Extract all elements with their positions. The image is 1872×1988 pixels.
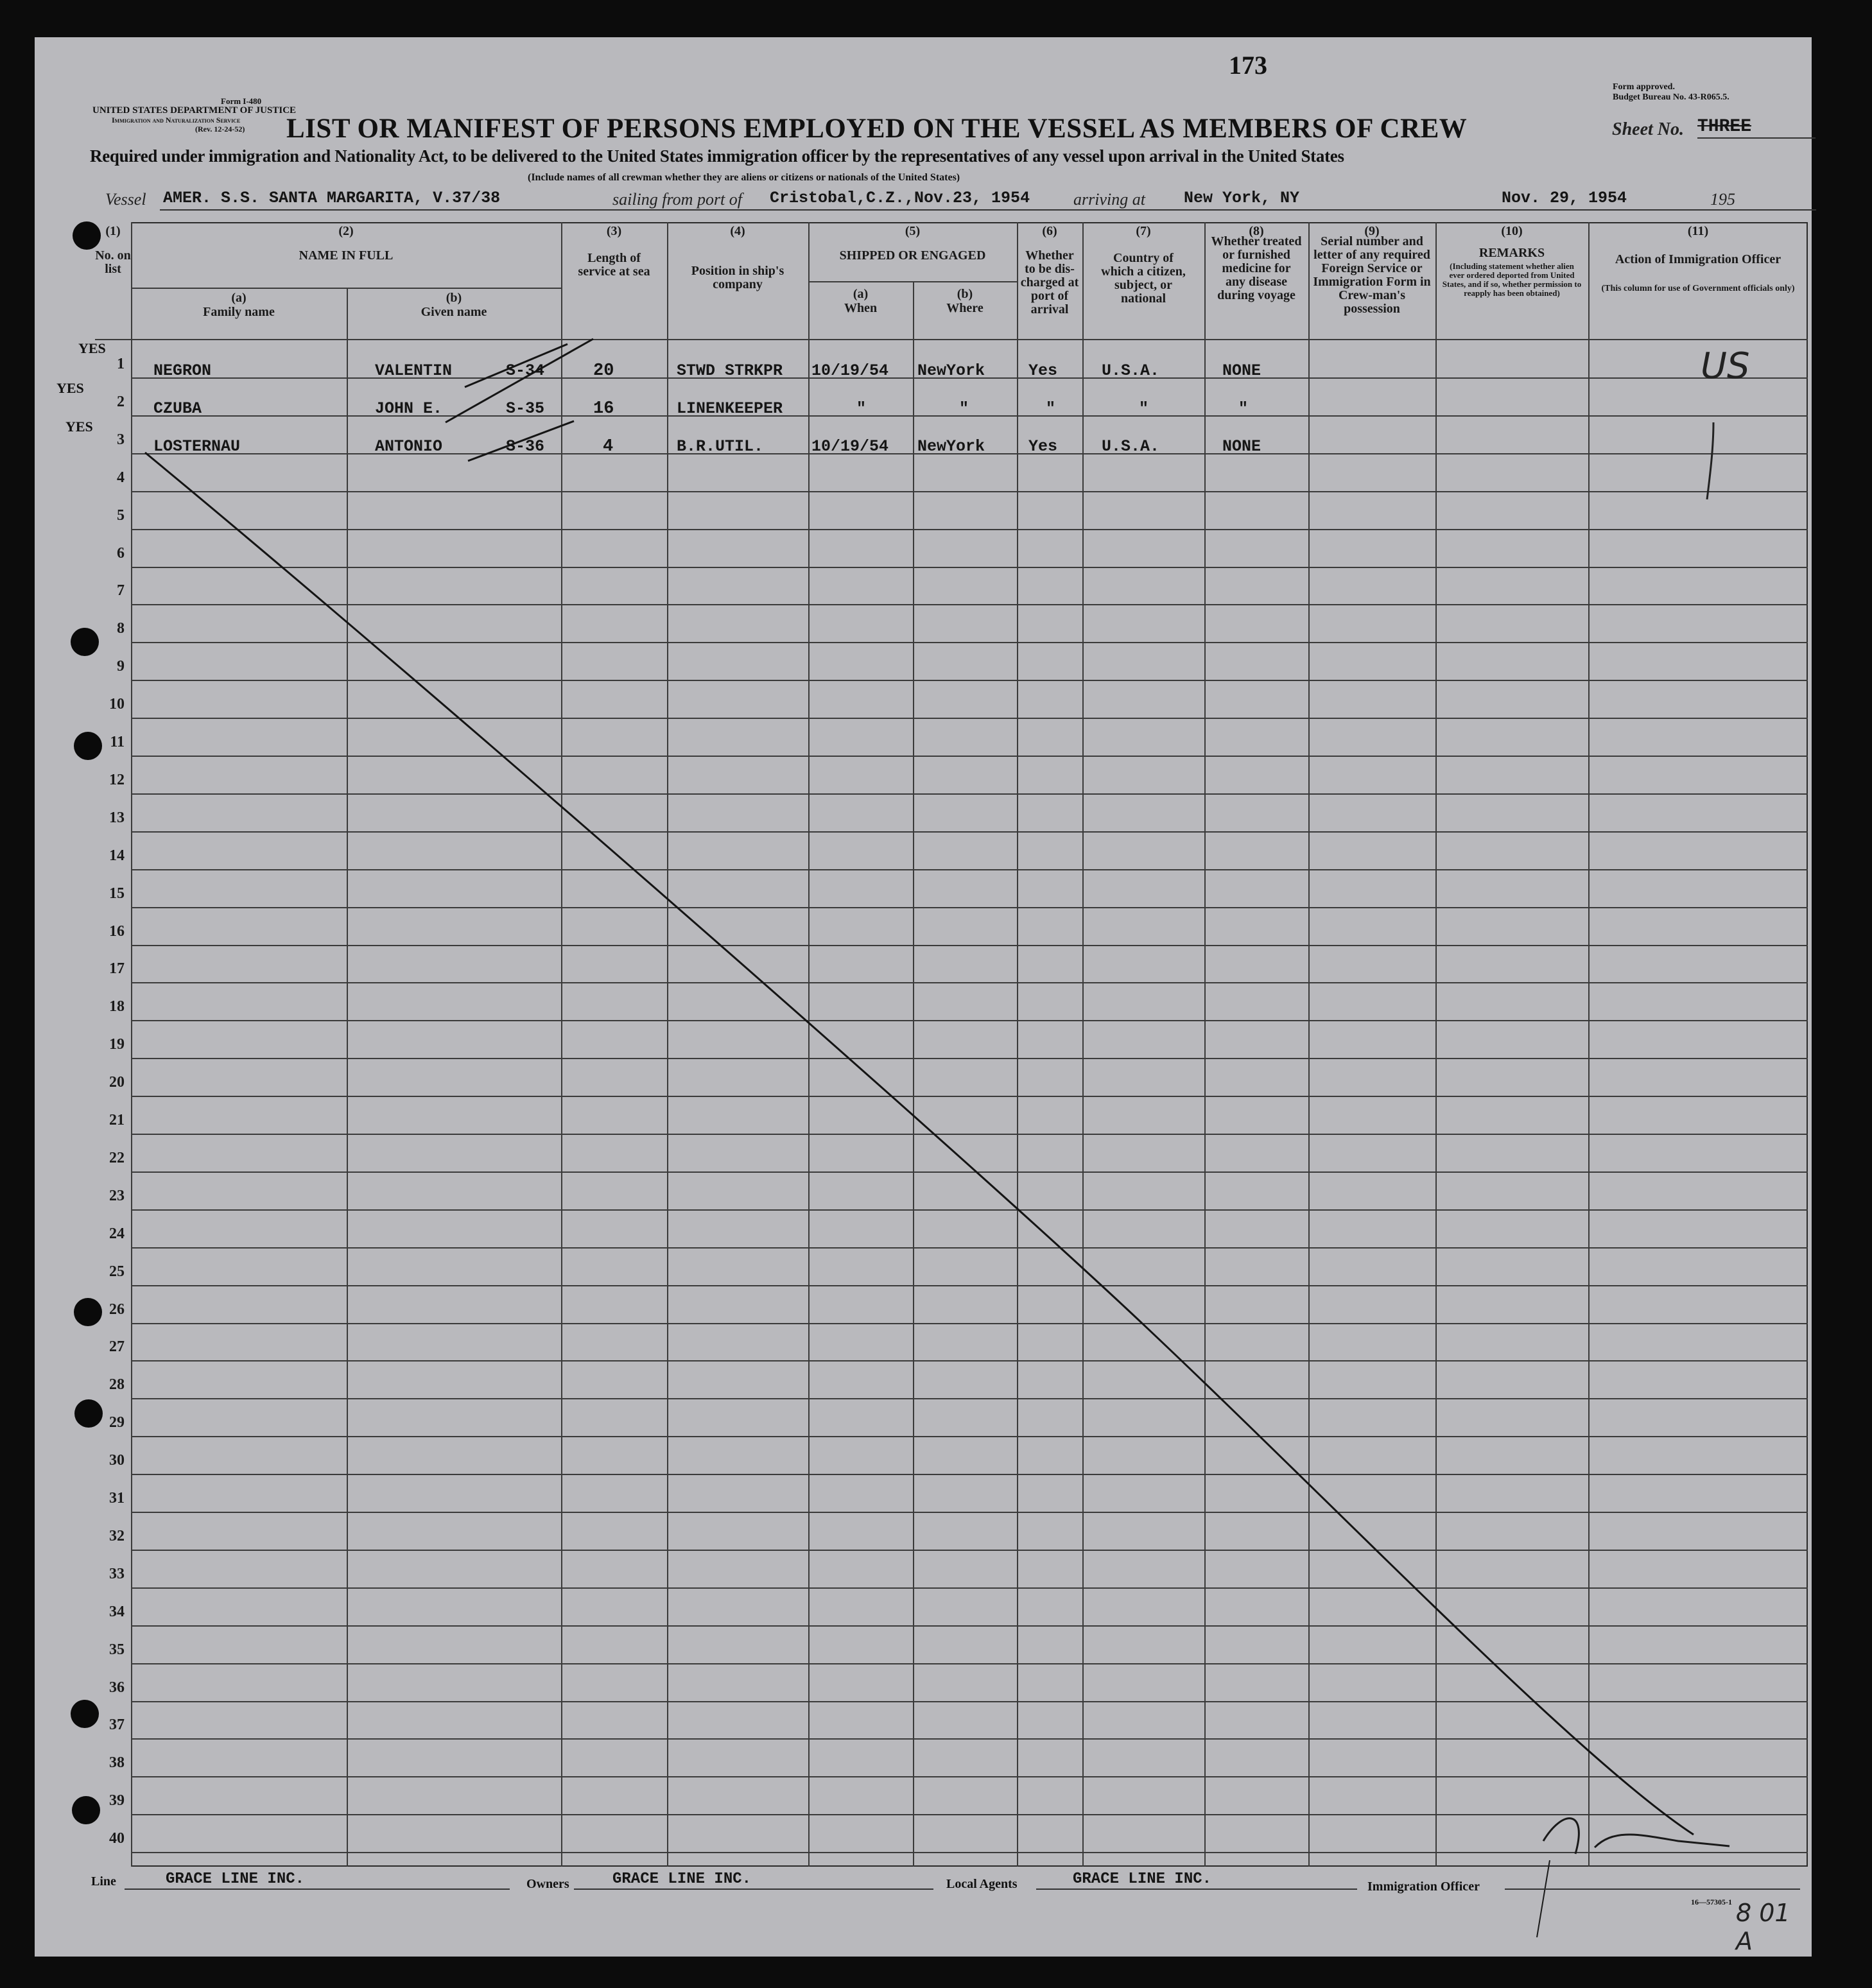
row-number: 33 — [109, 1565, 125, 1582]
manifest-sheet — [35, 37, 1812, 1957]
row-number: 14 — [109, 847, 125, 864]
shipped-where: NewYork — [917, 437, 985, 456]
col8-header: Whether treated or furnished medicine for any disease during voyage — [1211, 234, 1302, 302]
vessel-label: Vessel — [105, 190, 146, 209]
arrival-port: New York, NY — [1184, 189, 1300, 207]
print-code: 16—57305-1 — [1691, 1897, 1732, 1906]
col4-number: (4) — [730, 224, 745, 238]
crew-serial: S-35 — [506, 399, 545, 418]
medicine: NONE — [1222, 361, 1261, 380]
given-name: ANTONIO — [375, 437, 443, 456]
row-number: 21 — [109, 1112, 125, 1128]
line-value: GRACE LINE INC. — [166, 1871, 305, 1888]
col2b-header: Given name — [420, 305, 487, 319]
revision: (Rev. 12-24-52) — [195, 125, 245, 134]
row-number: 25 — [109, 1263, 125, 1280]
row-number: 24 — [109, 1225, 125, 1242]
page-number: 173 — [1229, 51, 1267, 80]
signature-tail — [1537, 1860, 1550, 1937]
crew-serial: S-34 — [506, 361, 545, 380]
row-number: 2 — [117, 393, 125, 410]
row-number: 11 — [110, 734, 125, 750]
punch-hole — [71, 1700, 99, 1728]
row-number: 36 — [109, 1679, 125, 1696]
officer-label: Immigration Officer — [1367, 1880, 1480, 1894]
signature-mark — [1543, 1819, 1729, 1854]
given-name: VALENTIN — [375, 361, 453, 380]
agents-value: GRACE LINE INC. — [1073, 1871, 1212, 1888]
row-number: 39 — [109, 1792, 125, 1810]
vessel-name: AMER. S.S. SANTA MARGARITA, V.37/38 — [163, 189, 501, 207]
us-annotation: US — [1701, 345, 1750, 387]
col8-number: (8) — [1249, 224, 1264, 238]
row-number: 35 — [109, 1641, 125, 1658]
sailing-label: sailing from port of — [612, 190, 743, 209]
footer-rule — [125, 1889, 510, 1890]
discharged: " — [1046, 399, 1056, 418]
row-number: 34 — [109, 1603, 125, 1620]
col10-header: REMARKS — [1478, 246, 1545, 260]
given-name: JOHN E. — [375, 399, 443, 418]
medicine: NONE — [1222, 437, 1261, 456]
col10-subheader: (Including statement whether alien ever ordered deported from United States, and if so, whether permission to reapply has been obtained) — [1442, 261, 1582, 298]
row-number: 6 — [117, 544, 125, 562]
shipped-where: NewYork — [917, 361, 985, 380]
country: U.S.A. — [1102, 437, 1160, 456]
row-number: 18 — [109, 998, 125, 1016]
row-number: 3 — [117, 431, 125, 448]
row-number: 38 — [109, 1754, 125, 1772]
agents-label: Local Agents — [946, 1877, 1018, 1891]
sailing-port: Cristobal,C.Z.,Nov.23, 1954 — [770, 189, 1030, 207]
row-number: 28 — [109, 1376, 125, 1394]
row-number: 13 — [109, 809, 125, 826]
country: " — [1139, 399, 1149, 418]
col11-header: Action of Immigration Officer — [1615, 252, 1781, 266]
row-number: 17 — [109, 960, 125, 978]
discharged: Yes — [1028, 437, 1058, 456]
col6-header: Whether to be dis-charged at port of arrival — [1020, 248, 1079, 316]
owners-value: GRACE LINE INC. — [612, 1871, 752, 1888]
crew-serial: S-36 — [506, 437, 545, 456]
col2-header: NAME IN FULL — [299, 248, 394, 263]
owners-label: Owners — [526, 1877, 569, 1891]
form-title: LIST OR MANIFEST OF PERSONS EMPLOYED ON THE VESSEL AS MEMBERS OF CREW — [286, 114, 1468, 144]
punch-hole — [74, 1399, 103, 1428]
row-number: 31 — [109, 1490, 125, 1507]
shipped-when: " — [856, 399, 867, 418]
col7-header: Country of which a citizen, subject, or national — [1101, 251, 1186, 306]
shipped-where: " — [959, 399, 969, 418]
margin-mark: YES — [65, 419, 93, 435]
sheet-label: Sheet No. — [1612, 119, 1684, 139]
position: B.R.UTIL. — [677, 437, 764, 456]
country: U.S.A. — [1102, 361, 1160, 380]
col5-header: SHIPPED OR ENGAGED — [839, 248, 986, 263]
sheet-number: THREE — [1697, 117, 1752, 137]
department: UNITED STATES DEPARTMENT OF JUSTICE — [92, 105, 297, 116]
row-number: 10 — [109, 696, 125, 713]
service-length: 4 — [603, 437, 614, 456]
margin-mark: YES — [56, 380, 84, 396]
col11-subheader: (This column for use of Government officials only) — [1601, 284, 1795, 293]
family-name: LOSTERNAU — [153, 437, 241, 456]
discharged: Yes — [1028, 361, 1058, 380]
row-number: 23 — [109, 1187, 125, 1204]
cancel-diagonal — [145, 453, 1694, 1835]
row-number: 30 — [109, 1452, 125, 1469]
position: LINENKEEPER — [677, 399, 783, 418]
row-number: 7 — [117, 582, 125, 600]
handwritten-marks — [35, 37, 1812, 1957]
row-number: 12 — [109, 771, 125, 788]
col6-number: (6) — [1042, 224, 1057, 238]
row-number: 1 — [117, 356, 125, 372]
row-number: 40 — [109, 1830, 125, 1847]
col5-number: (5) — [905, 224, 921, 238]
service: Immigration and Naturalization Service — [112, 116, 241, 125]
family-name: CZUBA — [153, 399, 202, 418]
footer-rule — [1505, 1889, 1800, 1890]
form-subtitle: Required under immigration and Nationality Act, to be delivered to the United States immigration officer by the representatives of any vessel upon arrival in the United States — [90, 146, 1344, 166]
row-number: 27 — [109, 1338, 125, 1356]
col5a-number: (a) — [853, 287, 869, 301]
col9-number: (9) — [1364, 224, 1380, 238]
shipped-when: 10/19/54 — [811, 361, 889, 380]
row-number: 26 — [109, 1301, 125, 1318]
col4-header: Position in ship's company — [691, 264, 784, 291]
col11-number: (11) — [1687, 224, 1709, 238]
check-stroke — [468, 421, 574, 461]
col2b-number: (b) — [446, 291, 462, 305]
punch-hole — [74, 732, 102, 760]
col2a-number: (a) — [231, 291, 247, 305]
punch-hole — [74, 1298, 102, 1326]
row-number: 15 — [109, 885, 125, 902]
col1-number: (1) — [105, 224, 121, 238]
row-number: 9 — [117, 658, 125, 675]
position: STWD STRKPR — [677, 361, 783, 380]
row-number: 20 — [109, 1074, 125, 1091]
archive-stamp: 8 01 A — [1736, 1899, 1790, 1955]
col9-header: Serial number and letter of any required Foreign Service or Immigration Form in Crew-man's possession — [1313, 234, 1431, 316]
form-approved: Form approved. — [1613, 82, 1675, 92]
us-annotation-mark — [1707, 422, 1713, 499]
col3-header: Length of service at sea — [578, 251, 650, 279]
col1-header: No. on list — [95, 248, 131, 276]
arriving-label: arriving at — [1073, 190, 1145, 209]
row-number: 4 — [117, 469, 125, 486]
service-length: 16 — [593, 399, 614, 419]
margin-mark: YES — [78, 340, 106, 356]
service-length: 20 — [593, 361, 614, 381]
row-number: 22 — [109, 1149, 125, 1166]
col10-number: (10) — [1501, 224, 1523, 238]
col3-number: (3) — [606, 224, 622, 238]
col2-number: (2) — [338, 224, 354, 238]
col7-number: (7) — [1136, 224, 1151, 238]
row-number: 8 — [117, 620, 125, 637]
punch-hole — [72, 1796, 100, 1824]
form-note: (Include names of all crewman whether they are aliens or citizens or nationals of the United States) — [528, 172, 960, 183]
shipped-when: 10/19/54 — [811, 437, 889, 456]
year-suffix: 195 — [1710, 190, 1735, 209]
footer-rule — [1036, 1889, 1357, 1890]
punch-hole — [71, 628, 99, 656]
check-stroke — [446, 339, 593, 422]
check-stroke — [465, 344, 568, 387]
form-number: Form I-480 — [221, 96, 262, 106]
row-number: 32 — [109, 1527, 125, 1544]
row-number: 5 — [117, 506, 125, 524]
row-number: 37 — [109, 1716, 125, 1734]
col5b-number: (b) — [957, 287, 973, 301]
footer-rule — [574, 1889, 933, 1890]
medicine: " — [1238, 399, 1249, 418]
punch-hole — [73, 221, 101, 250]
budget-bureau: Budget Bureau No. 43-R065.5. — [1613, 92, 1729, 102]
col5b-header: Where — [946, 301, 984, 315]
family-name: NEGRON — [153, 361, 212, 380]
row-number: 16 — [109, 922, 125, 940]
arrival-date: Nov. 29, 1954 — [1502, 189, 1627, 207]
col2a-header: Family name — [203, 305, 275, 319]
line-label: Line — [91, 1874, 116, 1889]
row-number: 29 — [109, 1414, 125, 1431]
row-number: 19 — [109, 1036, 125, 1053]
col5a-header: When — [844, 301, 878, 315]
